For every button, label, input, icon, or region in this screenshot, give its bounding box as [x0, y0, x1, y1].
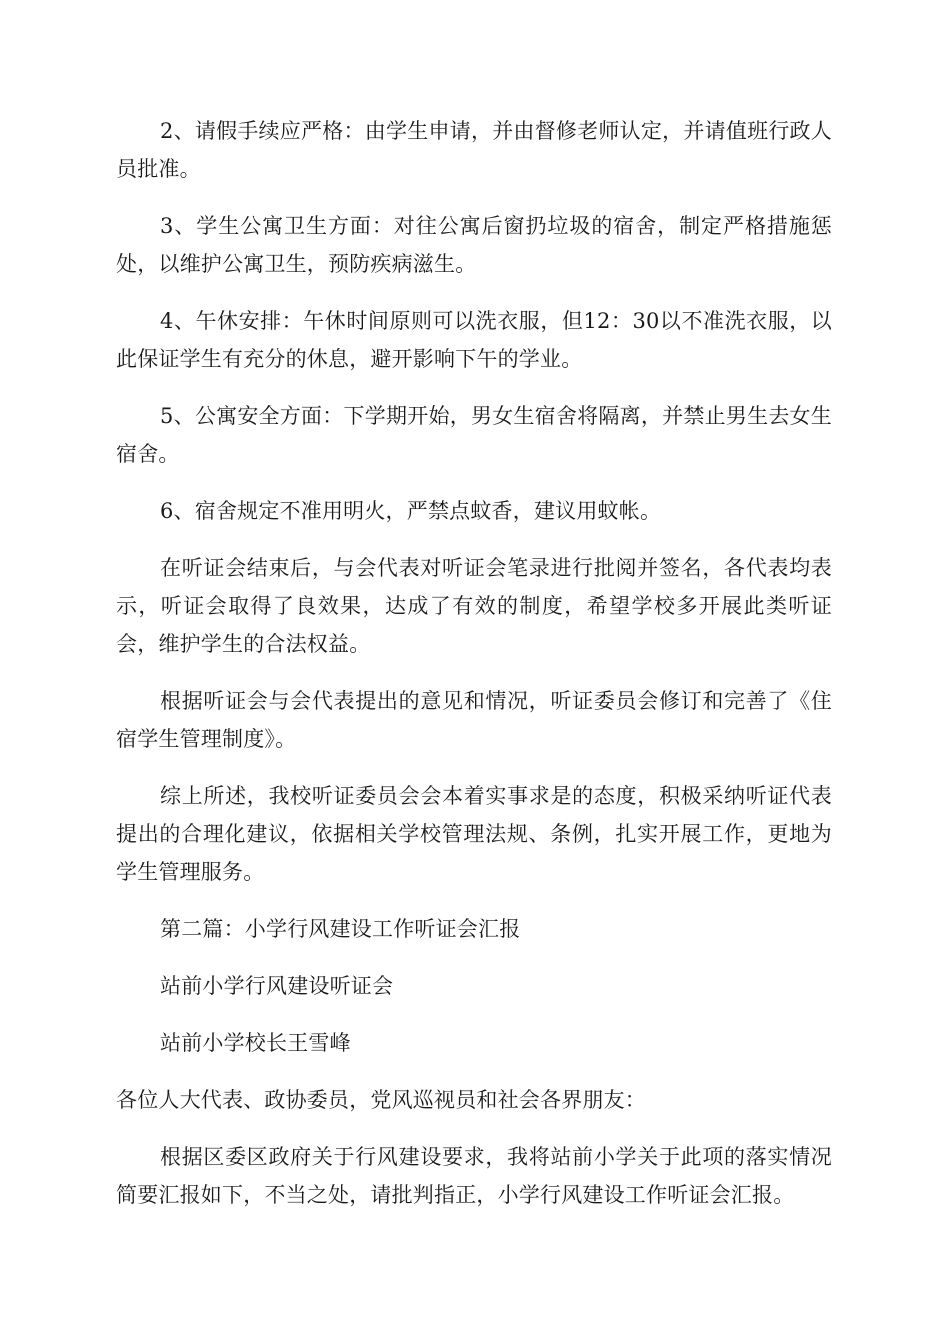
- paragraph-dorm-hygiene: 3、学生公寓卫生方面：对往公寓后窗扔垃圾的宿舍，制定严格措施惩处，以维护公寓卫生，预防疾病滋生。: [116, 214, 832, 276]
- paragraph-no-open-fire: 6、宿舍规定不准用明火，严禁点蚊香，建议用蚊帐。: [160, 499, 662, 523]
- paragraph-dorm-safety: 5、公寓安全方面：下学期开始，男女生宿舍将隔离，并禁止男生去女生宿舍。: [116, 404, 832, 466]
- paragraph-rules-revised: 根据听证会与会代表提出的意见和情况，听证委员会修订和完善了《住宿学生管理制度》。: [116, 689, 832, 751]
- paragraph-noon-rest: 4、午休安排：午休时间原则可以洗衣服，但12：30以不准洗衣服，以此保证学生有充分的休息，避开影响下午的学业。: [116, 309, 832, 371]
- paragraph-leave-procedure: 2、请假手续应严格：由学生申请，并由督修老师认定，并请值班行政人员批准。: [116, 119, 832, 181]
- hearing-title: 站前小学行风建设听证会: [160, 974, 394, 998]
- paragraph-report-intro: 根据区委区政府关于行风建设要求，我将站前小学关于此项的落实情况简要汇报如下，不当之处，请批判指正，小学行风建设工作听证会汇报。: [116, 1145, 832, 1207]
- paragraph-summary: 综上所述，我校听证委员会会本着实事求是的态度，积极采纳听证代表提出的合理化建议，依据相关学校管理法规、条例，扎实开展工作，更地为学生管理服务。: [116, 784, 832, 884]
- document-body: [116, 112, 832, 1233]
- section-heading: 第二篇：小学行风建设工作听证会汇报: [160, 917, 521, 941]
- paragraph-hearing-conclusion: 在听证会结束后，与会代表对听证会笔录进行批阅并签名，各代表均表示，听证会取得了良效果，达成了有效的制度，希望学校多开展此类听证会，维护学生的合法权益。: [116, 556, 832, 656]
- salutation: 各位人大代表、政协委员，党风巡视员和社会各界朋友：: [116, 1088, 646, 1112]
- author-line: 站前小学校长王雪峰: [160, 1031, 351, 1055]
